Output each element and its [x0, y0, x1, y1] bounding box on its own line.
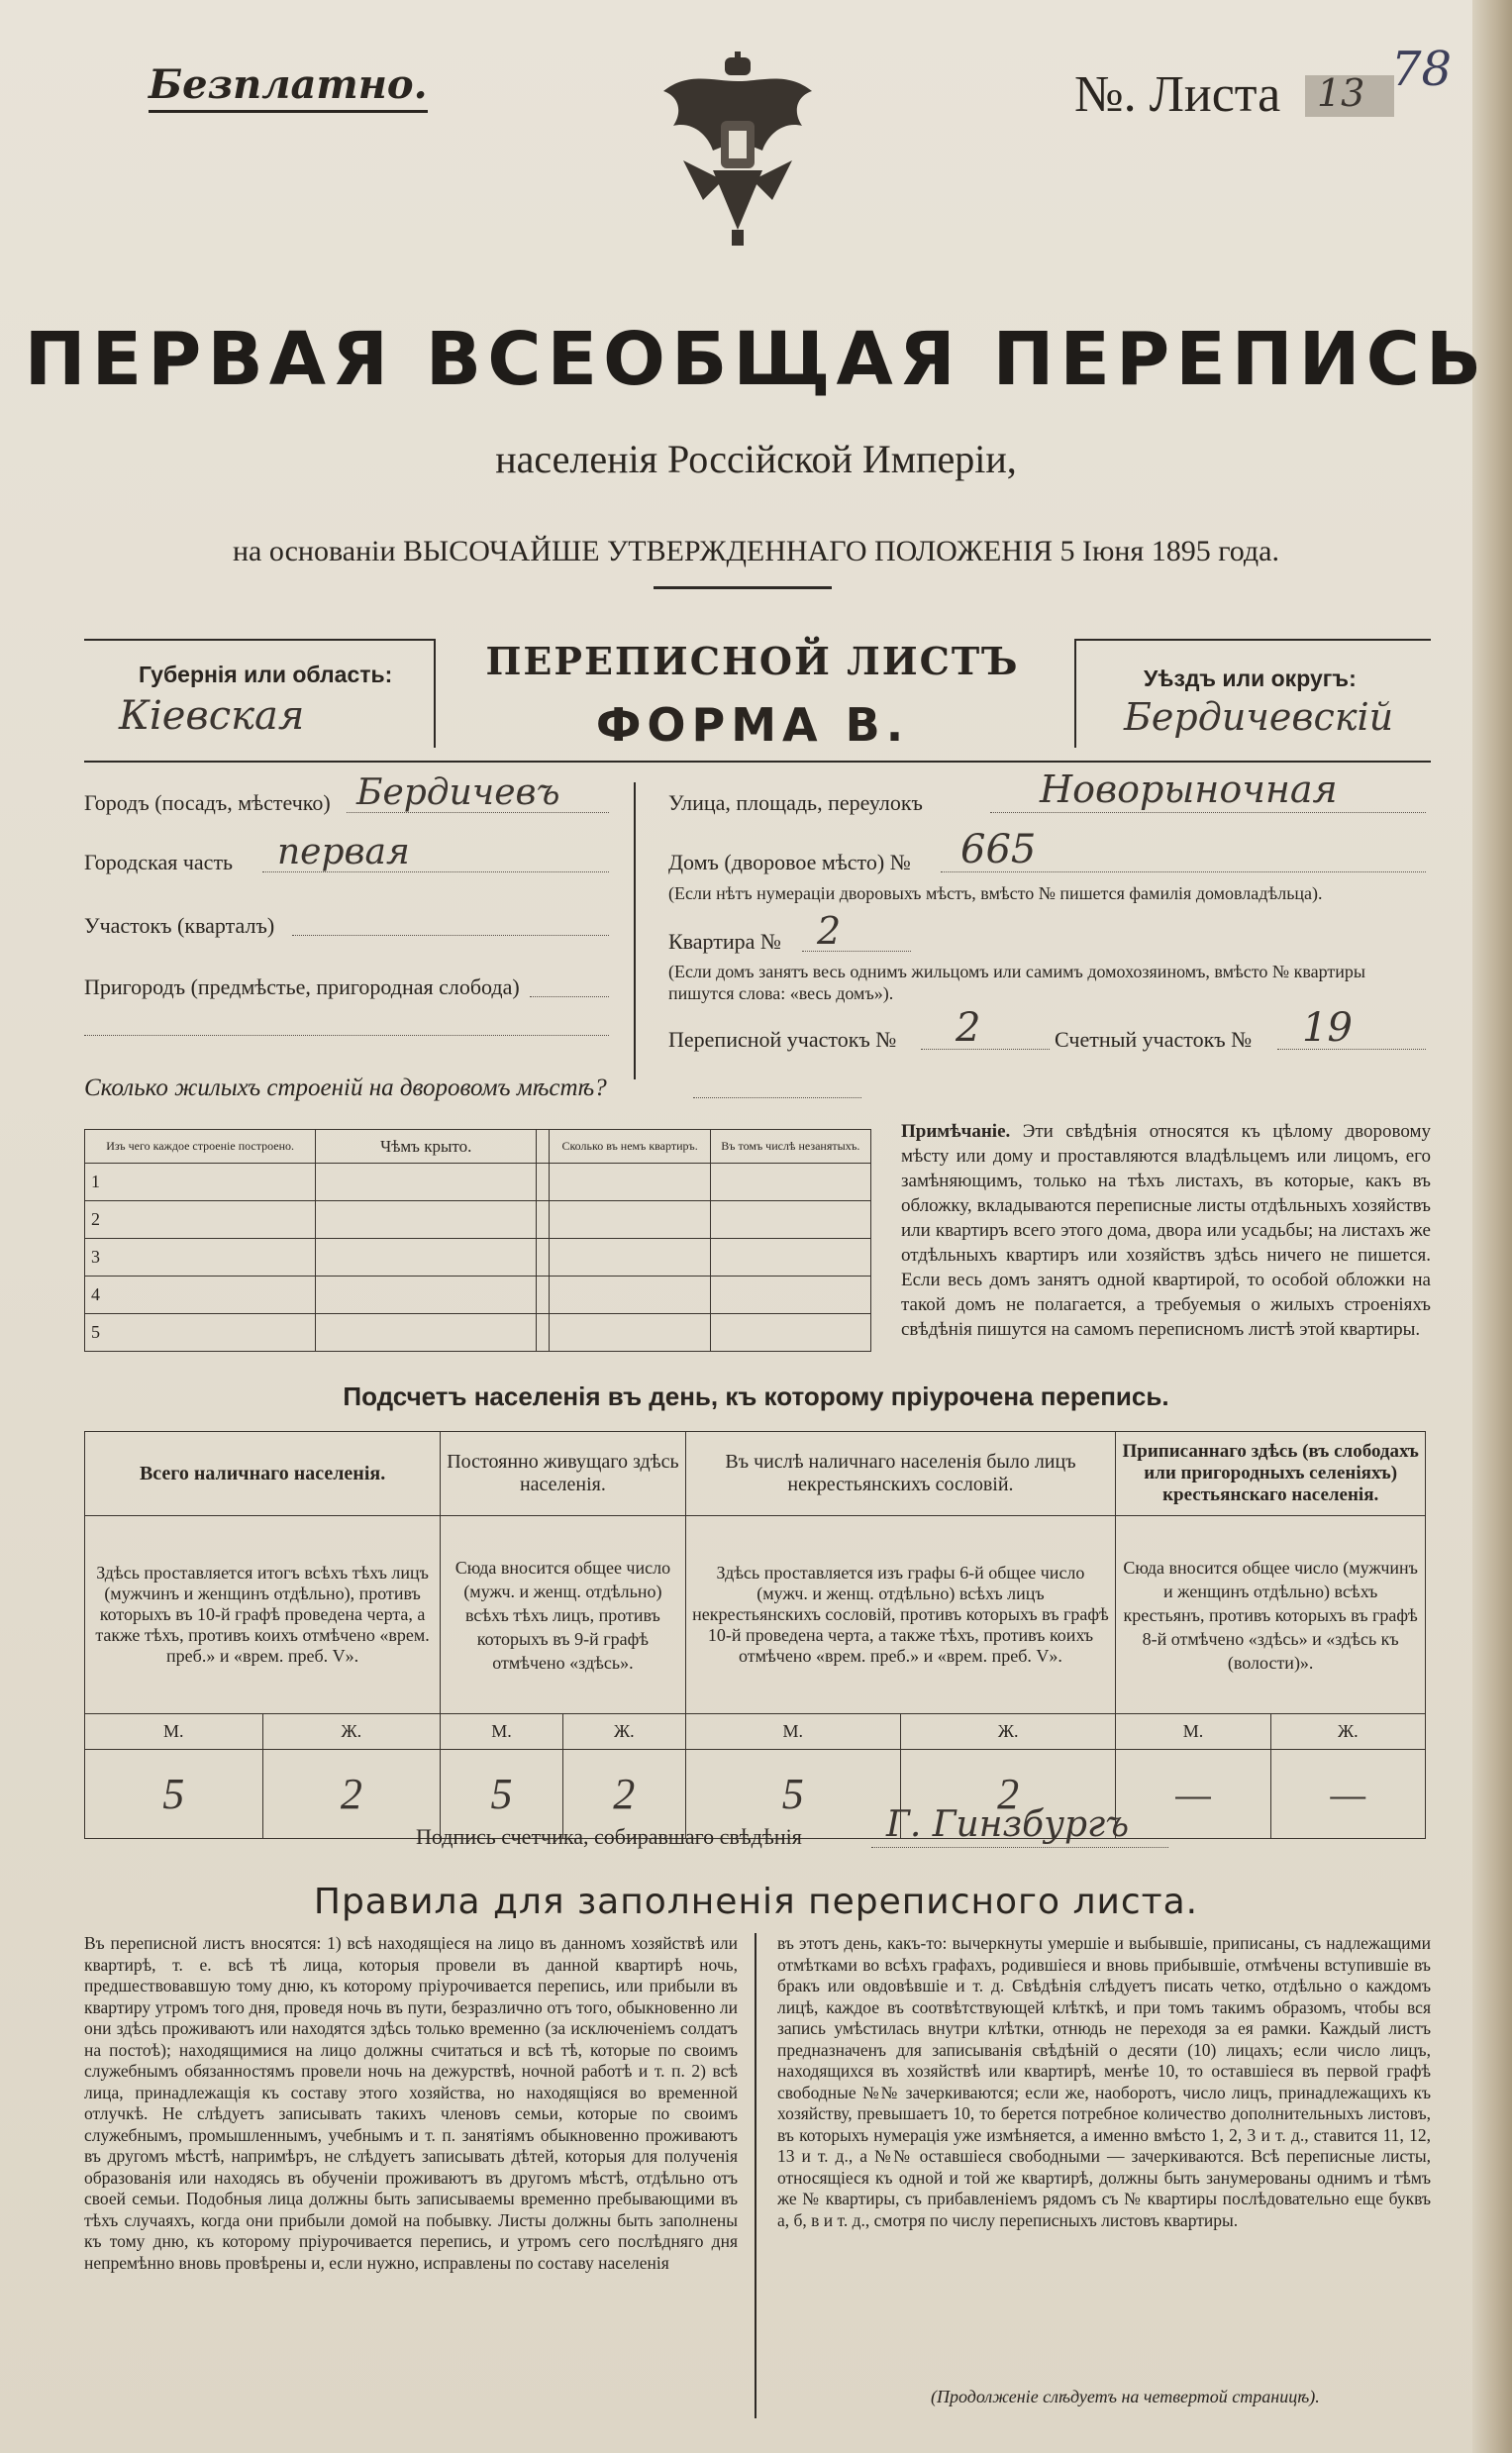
male-label: М.: [1116, 1714, 1270, 1750]
buildings-table: [84, 1129, 871, 1352]
suburb-label: Пригородъ (предмѣстье, пригородная слобода): [84, 974, 520, 999]
divider: [654, 586, 832, 589]
count-col-title: Въ числѣ наличнаго населенія было лицъ некрестьянскихъ сословій.: [685, 1432, 1116, 1516]
male-count: 5: [441, 1750, 563, 1839]
rules-continued: (Продолженіе слѣдуетъ на четвертой страницѣ).: [931, 2387, 1320, 2406]
count-district-value: 19: [1302, 1005, 1353, 1051]
rules-title: Правила для заполненія переписного листа.: [313, 1882, 1199, 1922]
count-col-title: Приписаннаго здѣсь (въ слободахъ или пригородныхъ селеніяхъ) крестьянскаго населенія.: [1116, 1432, 1426, 1516]
free-label: Безплатно.: [149, 61, 428, 113]
street-value: Новорыночная: [1040, 767, 1338, 811]
district-line: [292, 935, 609, 936]
gubernia-label: Губернія или область:: [139, 662, 393, 687]
apartment-value: 2: [817, 909, 842, 953]
signature-label: Подпись счетчика, собиравшаго свѣдѣнія: [416, 1824, 802, 1849]
buildings-row-number: 3: [85, 1239, 316, 1277]
document-basis: на основаніи ВЫСОЧАЙШЕ УТВЕРЖДЕННАГО ПОЛОЖЕНІЯ 5 Іюня 1895 года.: [233, 535, 1279, 567]
city-part-label: Городская часть: [84, 850, 234, 874]
buildings-header-roof: Чѣмъ крыто.: [316, 1130, 537, 1164]
sheet-number-stamp: 78: [1391, 42, 1453, 97]
count-col-desc: Здѣсь проставляется изъ графы 6-й общее число (мужч. и женщ. отдѣльно) всѣхъ лицъ некрестьянскихъ сословій, противъ которыхъ въ графѣ 10-й проведена черта, а также тѣхъ, противъ коихъ отмѣчено «врем. преб.» и «врем. преб. V».: [685, 1516, 1116, 1714]
divider: [755, 1933, 756, 2418]
count-col-title: Всего наличнаго населенія.: [85, 1432, 441, 1516]
female-label: Ж.: [900, 1714, 1115, 1750]
male-label: М.: [85, 1714, 263, 1750]
count-col-desc: Сюда вносится общее число (мужч. и женщ. отдѣльно) всѣхъ тѣхъ лицъ, противъ которыхъ въ 9-й графѣ отмѣчено «здѣсь».: [441, 1516, 685, 1714]
divider: [634, 782, 636, 1079]
suburb-line-2: [84, 1035, 609, 1036]
note-text: Эти свѣдѣнія относятся къ цѣлому дворовому мѣсту или дому и проставляются владѣльцемъ или лицомъ, его замѣняющимъ, только на тѣхъ листахъ, въ которые, какъ въ обложку, вкладываются переписные листы отдѣльныхъ хозяйствъ или квартиръ всего этого дома, двора или усадьбы; на листахъ же отдѣльныхъ квартиръ или хозяйствъ здѣсь ничего не пишется. Если весь домъ занятъ одной квартирой, то особой обложки на такой домъ не полагается, а требуемыя о жилыхъ строеніяхъ свѣдѣнія пишутся на самомъ переписномъ листѣ этой квартиры.: [901, 1121, 1431, 1340]
female-count: 2: [900, 1750, 1115, 1839]
city-value: Бердичевъ: [356, 772, 560, 813]
female-count: 2: [562, 1750, 685, 1839]
house-label: Домъ (дворовое мѣсто) №: [668, 850, 911, 874]
form-type: ФОРМА В.: [595, 698, 910, 752]
rules-right-column: въ этотъ день, какъ-то: вычеркнуты умершіе и выбывшіе, приписаны, съ надлежащими отмѣтками во всѣхъ графахъ, родившіеся и вновь прибывшіе, отмѣчены вступившіе въ бракъ или овдовѣвшіе и т. д. Свѣдѣнія слѣдуетъ писать четко, отдѣльно о каждомъ лицѣ, каждое въ соотвѣтствующей клѣткѣ, и при томъ такимъ образомъ, чтобы вся запись умѣстилась внутри клѣтки, отнюдь не переходя за ея рамки. Каждый листъ предназначенъ для записыванія свѣдѣній о десяти (10) лицахъ; если число лицъ, находящихся въ хозяйствѣ или квартирѣ, менѣе 10, то оставшіеся въ первой графѣ свободные №№ зачеркиваются; если же, наоборотъ, число лицъ, принадлежащихъ къ хозяйству, превышаетъ 10, то берется потребное количество дополнительныхъ листовъ, въ которыхъ нумерація уже измѣняется, а именно вмѣсто 1, 2, 3 и т. д., ставится 11, 12, 13 и т. д., а №№ оставшіеся свободными — зачеркиваются. Всѣ переписные листы, относящіеся къ одной и той же квартирѣ, должны быть занумерованы однимъ и тѣмъ же № квартиры, съ прибавленіемъ рядомъ съ № квартиры послѣдовательно еще буквъ а, б, в и т. д., смотря по числу переписныхъ листовъ квартиры.: [777, 1933, 1431, 2230]
signature-value: Г. Гинзбургъ: [886, 1804, 1130, 1845]
count-col-title: Постоянно живущаго здѣсь населенія.: [441, 1432, 685, 1516]
suburb-line: [530, 996, 609, 997]
population-count-table: [84, 1431, 1426, 1839]
buildings-note: [901, 1119, 1431, 1342]
female-count: —: [1270, 1750, 1425, 1839]
count-col-desc: Сюда вносится общее число (мужчинъ и женщинъ отдѣльно) всѣхъ крестьянъ, противъ которыхъ въ графѣ 8-й отмѣчено «здѣсь» и «здѣсь къ (волости)».: [1116, 1516, 1426, 1714]
sheet-number-value: 13: [1317, 71, 1365, 115]
census-district-value: 2: [956, 1005, 981, 1051]
apartment-label: Квартира №: [668, 929, 781, 954]
female-label: Ж.: [262, 1714, 441, 1750]
street-label: Улица, площадь, переулокъ: [668, 790, 923, 815]
buildings-header-vacant: Въ томъ числѣ незанятыхъ.: [710, 1130, 870, 1164]
buildings-row-number: 4: [85, 1277, 316, 1314]
female-label: Ж.: [562, 1714, 685, 1750]
apartment-note: (Если домъ занятъ весь однимъ жильцомъ или самимъ домохозяиномъ, вмѣсто № квартиры пишутся слова: «весь домъ»).: [668, 962, 1365, 1003]
street-line: [990, 812, 1426, 813]
buildings-row-number: 2: [85, 1201, 316, 1239]
house-value: 665: [960, 827, 1037, 872]
signature-line: [871, 1847, 1168, 1848]
city-label: Городъ (посадъ, мѣстечко): [84, 790, 331, 815]
sheet-number-label: №. Листа: [1074, 66, 1281, 123]
male-label: М.: [441, 1714, 563, 1750]
buildings-row-number: 5: [85, 1314, 316, 1352]
note-title: Примѣчаніе.: [901, 1121, 1011, 1142]
double-headed-eagle-icon: [654, 51, 822, 250]
male-count: 5: [685, 1750, 900, 1839]
female-label: Ж.: [1270, 1714, 1425, 1750]
male-count: —: [1116, 1750, 1270, 1839]
city-part-value: первая: [277, 832, 410, 872]
count-col-desc: Здѣсь проставляется итогъ всѣхъ тѣхъ лицъ (мужчинъ и женщинъ отдѣльно), противъ которыхъ въ 10-й графѣ проведена черта, а также тѣхъ, противъ коихъ отмѣчено «врем. преб.» и «врем. преб. V».: [85, 1516, 441, 1714]
rules-left-column: Въ переписной листъ вносятся: 1) всѣ находящіеся на лицо въ данномъ хозяйствѣ или квартирѣ, т. е. всѣ тѣ лица, которыя провели въ данной квартирѣ ночь, предшествовавшую тому дню, къ которому пріурочивается перепись, или прибыли въ квартиру утромъ того дня, проведя ночь въ пути, безразлично отъ того, обыкновенно ли они здѣсь проживаютъ или находятся здѣсь только временно (за исключеніемъ солдатъ на постоѣ); находящимися на лицо должны считаться и всѣ тѣ, которые по своимъ служебнымъ обязанностямъ провели ночь на дежурствѣ, ночной работѣ и т. п. 2) всѣ лица, принадлежащія къ составу этого хозяйства, но находящіяся во временной отлучкѣ. Не слѣдуетъ записывать такихъ членовъ семьи, которые по своимъ служебнымъ, промышленнымъ, учебнымъ и т. п. занятіямъ обыкновенно проживаютъ въ другомъ мѣстѣ, напримѣръ, не слѣдуетъ записывать дѣтей, которыя для полученія образованія или находясь въ обученіи проживаютъ въ другомъ мѣстѣ, отдѣльно отъ своей семьи. Подобныя лица должны быть записываемы временно пребывающими въ тѣхъ случаяхъ, когда они прибыли домой на побывку. Листы должны быть заполнены къ тому дню, къ которому пріурочивается перепись, и утромъ сего послѣдняго дня непремѣнно вновь провѣрены и, если нужно, исправлены по составу населенія: [84, 1933, 738, 2273]
buildings-row-number: 1: [85, 1164, 316, 1201]
divider: [84, 761, 1431, 763]
buildings-header-apartments: Сколько въ немъ квартиръ.: [550, 1130, 710, 1164]
document-subtitle: населенія Россійской Имперіи,: [495, 437, 1017, 481]
buildings-header-material: Изъ чего каждое строеніе построено.: [85, 1130, 316, 1164]
house-note: (Если нѣтъ нумераціи дворовыхъ мѣстъ, вмѣсто № пишется фамилія домовладѣльца).: [668, 883, 1323, 903]
census-district-line: [921, 1049, 1050, 1050]
female-count: 2: [262, 1750, 441, 1839]
form-heading: ПЕРЕПИСНОЙ ЛИСТЪ: [485, 639, 1020, 683]
census-district-label: Переписной участокъ №: [668, 1027, 897, 1052]
district-label: Участокъ (кварталъ): [84, 913, 275, 938]
count-heading: Подсчетъ населенія въ день, къ которому пріурочена перепись.: [343, 1381, 1169, 1411]
male-count: 5: [85, 1750, 263, 1839]
count-district-label: Счетный участокъ №: [1055, 1027, 1253, 1052]
buildings-answer-line: [693, 1097, 861, 1098]
uezd-label: Уѣздъ или округъ:: [1144, 665, 1357, 691]
uezd-value: Бердичевскій: [1124, 695, 1394, 739]
document-title: ПЕРВАЯ ВСЕОБЩАЯ ПЕРЕПИСЬ: [24, 317, 1488, 402]
buildings-question: Сколько жилыхъ строеній на дворовомъ мѣстѣ?: [84, 1074, 607, 1101]
gubernia-value: Кіевская: [119, 693, 305, 739]
male-label: М.: [685, 1714, 900, 1750]
